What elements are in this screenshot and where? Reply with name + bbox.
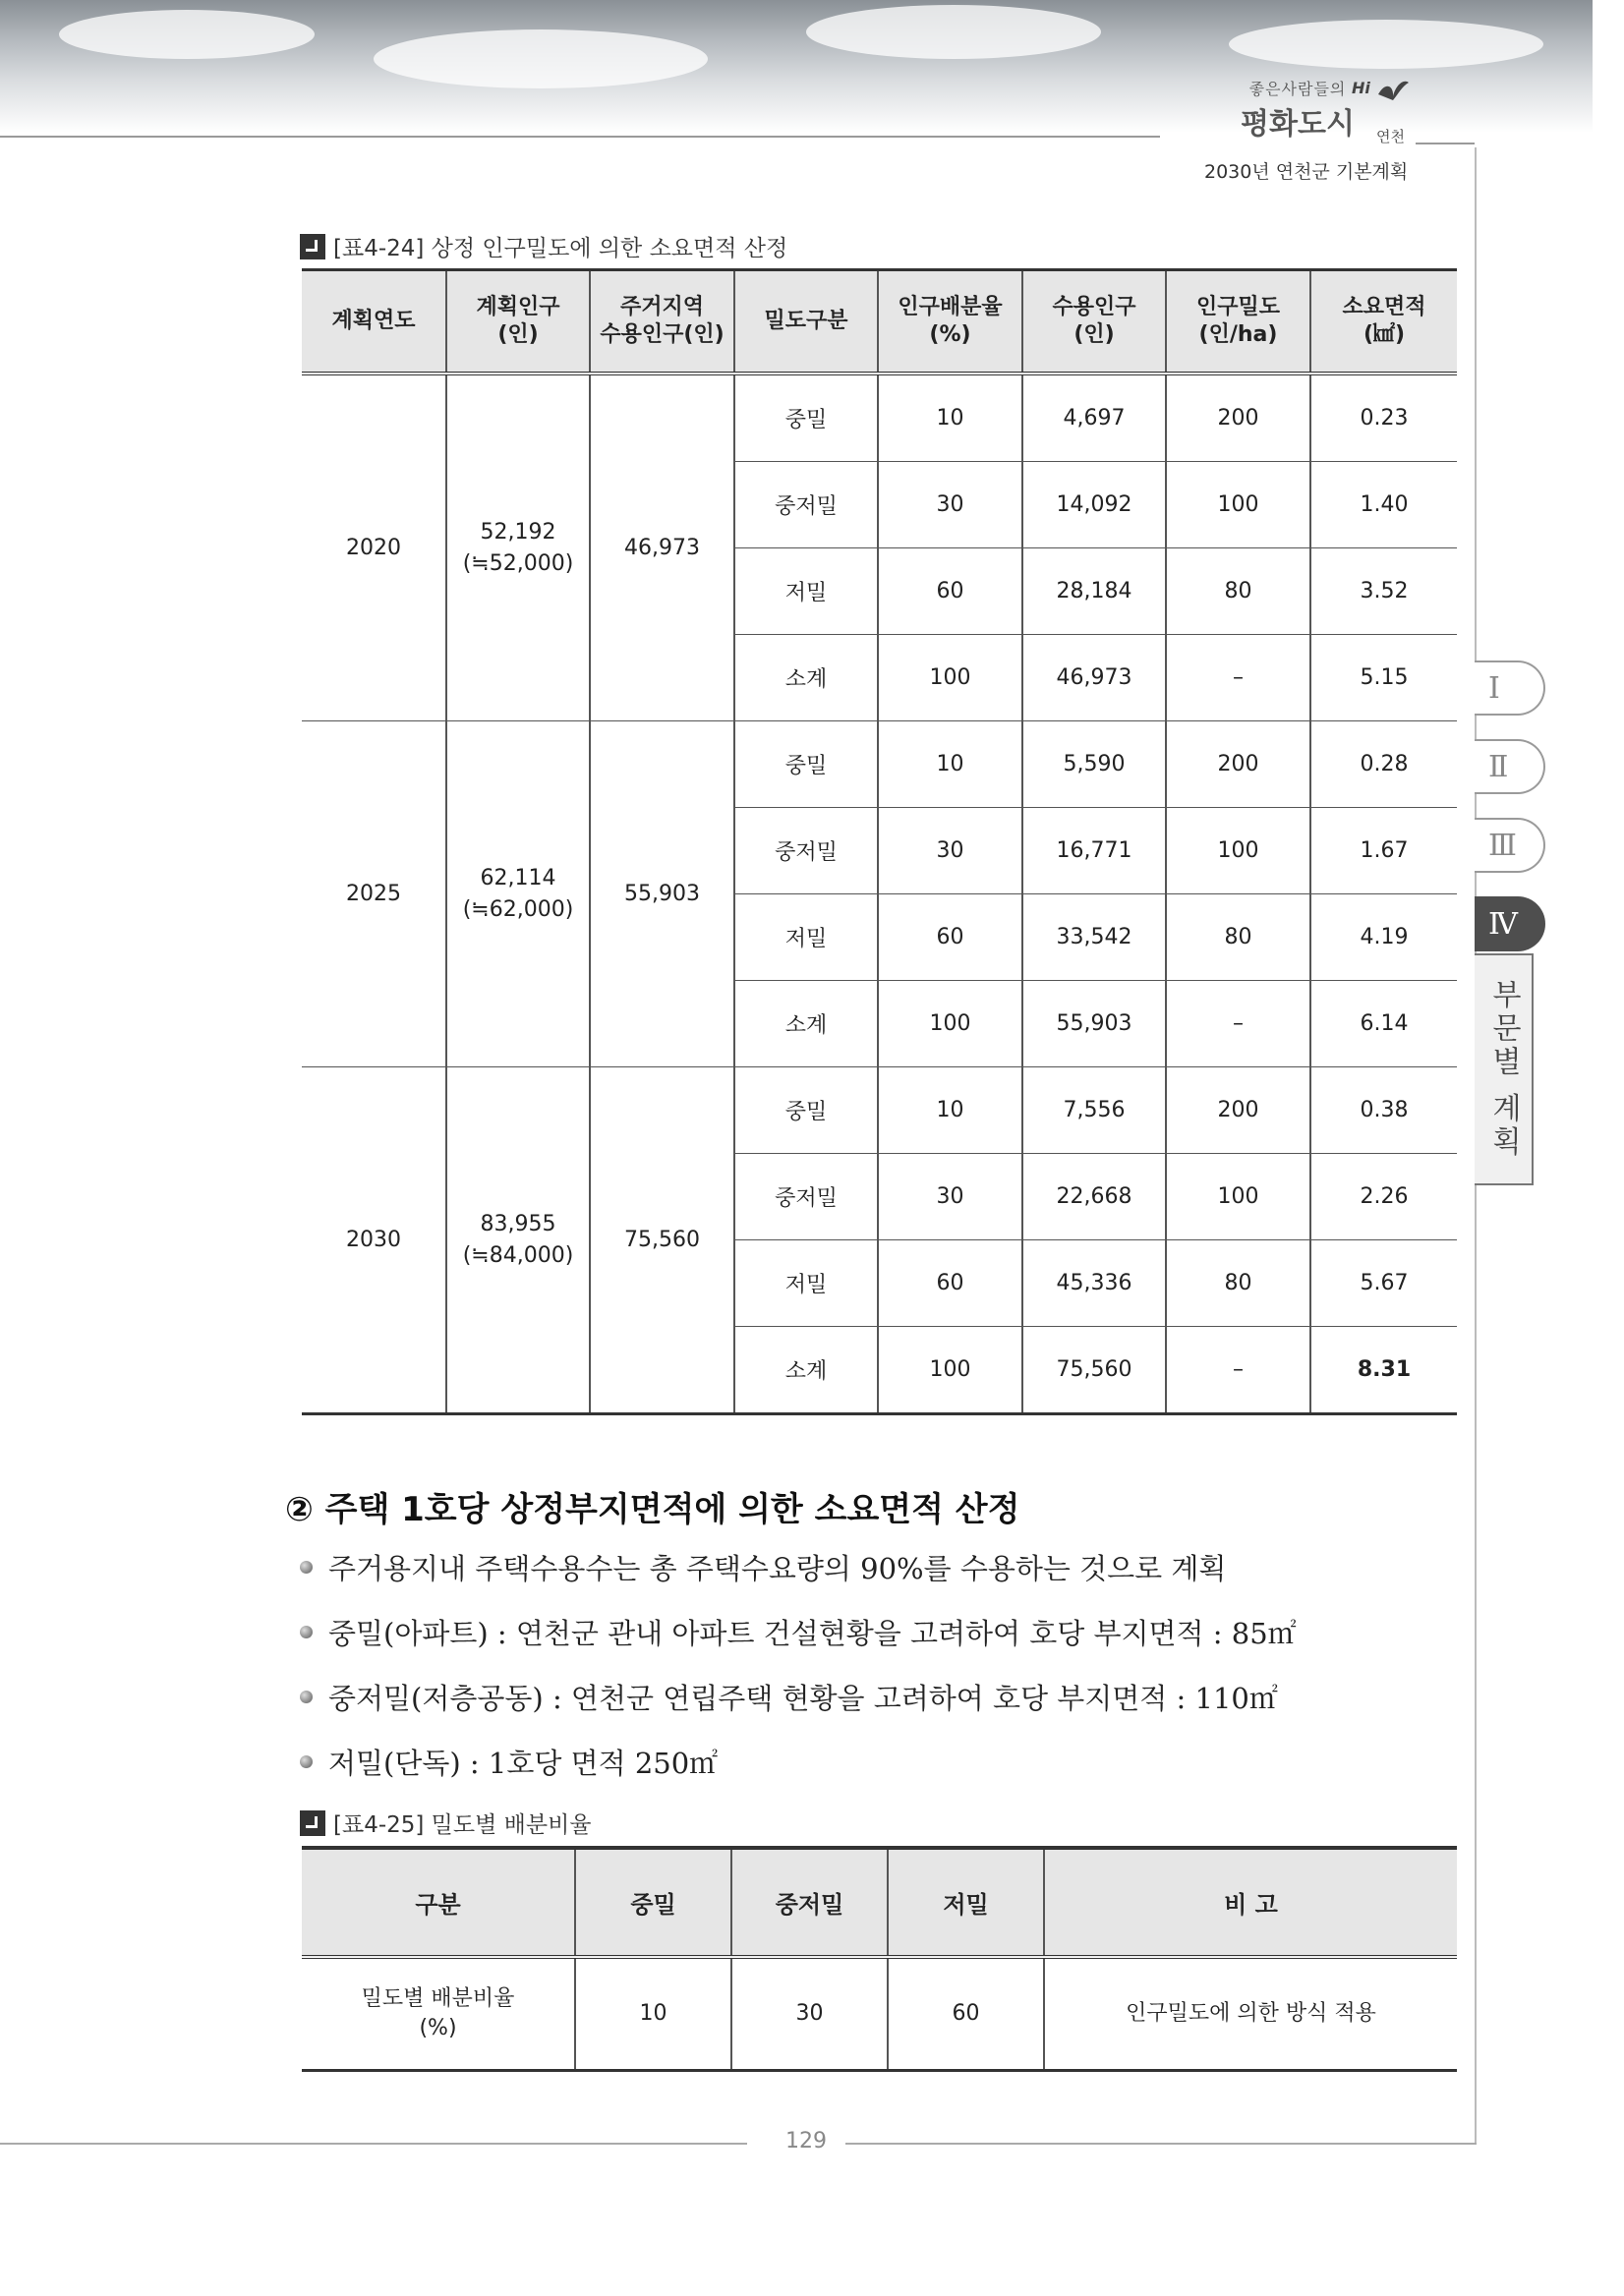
population-cell: 7,556 [1022,1067,1166,1154]
section-heading: ② 주택 1호당 상정부지면적에 의한 소요면적 산정 [285,1490,1020,1529]
area-cell: 5.67 [1310,1240,1457,1327]
year-cell: 2020 [302,373,446,721]
ratio-cell: 30 [878,1154,1022,1240]
residential-population-cell: 55,903 [590,721,734,1067]
header-remarks: 비 고 [1044,1848,1457,1957]
cloud-shape [806,5,1101,59]
remarks-cell: 인구밀도에 의한 방식 적용 [1044,1957,1457,2071]
table1-caption-text: [표4-24] 상정 인구밀도에 의한 소요면적 산정 [333,236,788,261]
bullet-dot-icon [300,1561,313,1574]
area-cell: 1.67 [1310,808,1457,894]
document-title: 2030년 연천군 기본계획 [1204,161,1409,183]
ratio-cell: 10 [878,1067,1022,1154]
bullet-text: 주거용지내 주택수용수는 총 주택수요량의 90%를 수용하는 것으로 계획 [328,1552,1227,1585]
header-medium-low-density: 중저밀 [731,1848,888,1957]
value-cell: 10 [575,1957,731,2071]
density-area-table [302,268,1457,1415]
ratio-cell: 100 [878,635,1022,721]
cloud-shape [1229,20,1543,69]
footer-rule [845,2143,1477,2145]
row-label-cell: 밀도별 배분비율 (%) [302,1957,575,2071]
density-value-cell: 80 [1166,1240,1310,1327]
cloud-shape [59,10,315,59]
density-value-cell: 100 [1166,1154,1310,1240]
ratio-cell: 10 [878,721,1022,808]
population-cell: 16,771 [1022,808,1166,894]
bird-icon [1376,77,1410,104]
density-class-cell: 중저밀 [734,1154,878,1240]
density-value-cell: 100 [1166,462,1310,548]
density-value-cell: 80 [1166,894,1310,981]
density-value-cell: – [1166,1327,1310,1414]
table1-caption [300,230,787,262]
ratio-cell: 100 [878,981,1022,1067]
bullet-item [300,1547,1226,1587]
chapter-tab-2[interactable]: Ⅱ [1475,739,1545,794]
header-density-class: 밀도구분 [734,270,878,374]
area-cell: 3.52 [1310,548,1457,635]
header-required-area: 소요면적 (㎢) [1310,270,1457,374]
plan-population-cell: 52,192 (≒52,000) [446,373,590,721]
density-value-cell: 200 [1166,373,1310,462]
population-cell: 5,590 [1022,721,1166,808]
population-cell: 55,903 [1022,981,1166,1067]
value-cell: 60 [888,1957,1044,2071]
ratio-cell: 60 [878,894,1022,981]
bullet-text: 저밀(단독) : 1호당 면적 250㎡ [328,1747,719,1780]
bullet-dot-icon [300,1755,313,1768]
population-cell: 4,697 [1022,373,1166,462]
density-value-cell: 200 [1166,721,1310,808]
residential-population-cell: 75,560 [590,1067,734,1414]
population-cell: 33,542 [1022,894,1166,981]
bullet-item [300,1742,718,1782]
total-area-cell: 8.31 [1310,1327,1457,1414]
population-cell: 14,092 [1022,462,1166,548]
ratio-cell: 10 [878,373,1022,462]
arrow-box-icon [300,234,325,259]
plan-population-cell: 83,955 (≒84,000) [446,1067,590,1414]
bullet-text: 중밀(아파트) : 연천군 관내 아파트 건설현황을 고려하여 호당 부지면적 : 85㎡ [328,1617,1297,1650]
residential-population-cell: 46,973 [590,373,734,721]
population-cell: 46,973 [1022,635,1166,721]
cloud-shape [374,29,708,88]
header-low-density: 저밀 [888,1848,1044,1957]
header-distribution-ratio: 인구배분율 (%) [878,270,1022,374]
density-value-cell: – [1166,981,1310,1067]
population-cell: 28,184 [1022,548,1166,635]
city-logo [1180,77,1416,155]
header-medium-density: 중밀 [575,1848,731,1957]
table2-caption [300,1807,592,1839]
chapter-tab-1[interactable]: Ⅰ [1475,660,1545,716]
area-cell: 0.23 [1310,373,1457,462]
value-cell: 30 [731,1957,888,2071]
area-cell: 5.15 [1310,635,1457,721]
footer-rule [0,2143,747,2145]
density-distribution-table [302,1846,1457,2072]
bullet-dot-icon [300,1691,313,1703]
header-rule [1416,143,1475,144]
density-value-cell: – [1166,635,1310,721]
header-plan-year: 계획연도 [302,270,446,374]
density-value-cell: 200 [1166,1067,1310,1154]
arrow-box-icon [300,1810,325,1836]
ratio-cell: 60 [878,548,1022,635]
area-cell: 0.38 [1310,1067,1457,1154]
header-accommodated-population: 수용인구 (인) [1022,270,1166,374]
table2-caption-text: [표4-25] 밀도별 배분비율 [333,1812,592,1838]
density-class-cell: 소계 [734,981,878,1067]
bullet-item [300,1677,1278,1717]
ratio-cell: 30 [878,462,1022,548]
year-cell: 2025 [302,721,446,1067]
logo-slogan: 평화도시 [1241,107,1355,142]
density-class-cell: 중저밀 [734,808,878,894]
bullet-dot-icon [300,1626,313,1638]
population-cell: 45,336 [1022,1240,1166,1327]
bullet-item [300,1612,1297,1652]
area-cell: 1.40 [1310,462,1457,548]
table-row [302,1067,1457,1154]
density-class-cell: 중밀 [734,1067,878,1154]
header-population-density: 인구밀도 (인/ha) [1166,270,1310,374]
ratio-cell: 60 [878,1240,1022,1327]
header-residential-population: 주거지역 수용인구(인) [590,270,734,374]
population-cell: 75,560 [1022,1327,1166,1414]
density-class-cell: 소계 [734,1327,878,1414]
table-row [302,373,1457,462]
density-value-cell: 80 [1166,548,1310,635]
chapter-tab-4-active[interactable]: Ⅳ [1475,896,1545,951]
density-class-cell: 저밀 [734,1240,878,1327]
year-cell: 2030 [302,1067,446,1414]
ratio-cell: 30 [878,808,1022,894]
density-value-cell: 100 [1166,808,1310,894]
density-class-cell: 중밀 [734,373,878,462]
chapter-label: 부문별 계획 [1475,953,1534,1185]
area-cell: 6.14 [1310,981,1457,1067]
logo-city: 연천 [1376,128,1405,145]
header-category: 구분 [302,1848,575,1957]
chapter-tab-3[interactable]: Ⅲ [1475,818,1545,873]
density-class-cell: 소계 [734,635,878,721]
logo-hi: Hi [1352,79,1370,97]
plan-population-cell: 62,114 (≒62,000) [446,721,590,1067]
area-cell: 4.19 [1310,894,1457,981]
population-cell: 22,668 [1022,1154,1166,1240]
density-class-cell: 중저밀 [734,462,878,548]
area-cell: 0.28 [1310,721,1457,808]
table-row [302,1957,1457,2071]
density-class-cell: 저밀 [734,894,878,981]
header-plan-population: 계획인구 (인) [446,270,590,374]
ratio-cell: 100 [878,1327,1022,1414]
density-class-cell: 중밀 [734,721,878,808]
area-cell: 2.26 [1310,1154,1457,1240]
table-row [302,721,1457,808]
density-class-cell: 저밀 [734,548,878,635]
header-rule [0,136,1160,138]
page-number: 129 [785,2129,827,2153]
logo-tagline: 좋은사람들의 [1248,80,1347,98]
bullet-text: 중저밀(저층공동) : 연천군 연립주택 현황을 고려하여 호당 부지면적 : 110㎡ [328,1682,1278,1715]
